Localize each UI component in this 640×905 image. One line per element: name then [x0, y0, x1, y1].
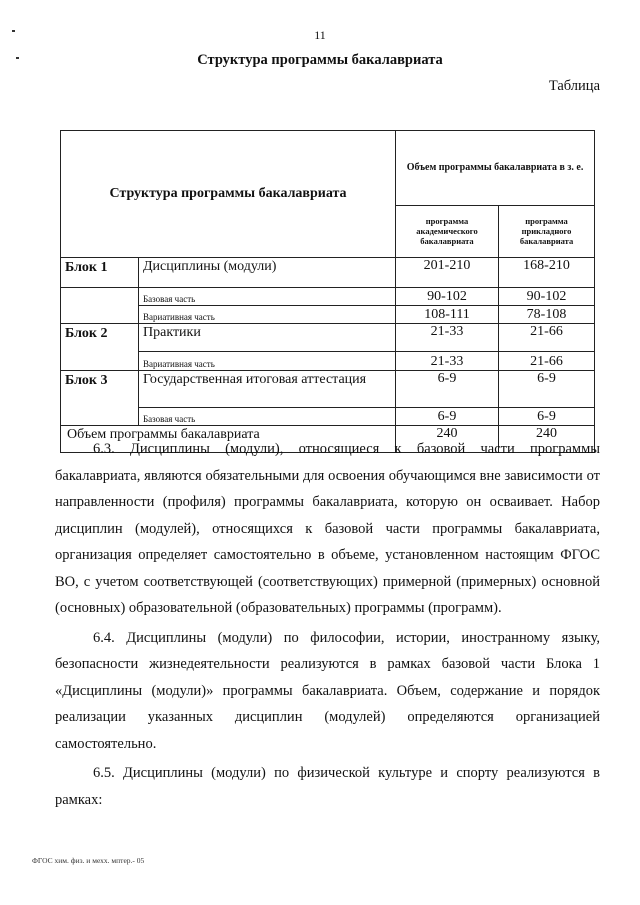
- footer-code: ФГОС хим. физ. и мехх. мптер.- 05: [32, 856, 145, 865]
- total-applied: 240: [499, 426, 595, 453]
- paragraph-6-4: 6.4. Дисциплины (модули) по философии, истории, иностранному языку, безопасности жизнедеятельности реализуются в рамках базовой части Блока 1 «Дисциплины (модули)» программы бакалавриата. Объем, содержание и порядок реализации указанных дисциплин (модулей) определяются организацией самостоятельно.: [55, 629, 600, 752]
- block1-var-applied: 78-108: [499, 306, 595, 324]
- block3-name: Государственная итоговая аттестация: [139, 371, 396, 408]
- block2-label: Блок 2: [61, 324, 139, 371]
- block1-applied: 168-210: [499, 258, 595, 288]
- body-text: [55, 436, 600, 816]
- block2-var-applied: 21-66: [499, 352, 595, 371]
- block3-base-name: Базовая часть: [139, 408, 396, 426]
- paragraph-6-3: 6.3. Дисциплины (модули), относящиеся к базовой части программы бакалавриата, являются обязательными для освоения обучающимся вне зависимости от направленности (профиля) программы бакалавриата, которую он осваивает. Набор дисциплин (модулей), относящихся к базовой части программы бакалавриата, организация определяет самостоятельно в объеме, установленном настоящим ФГОС ВО, с учетом соответствующей (соответствующих) примерной (примерных) основной (основных) образовательной (образовательных) программы (программ).: [55, 441, 600, 616]
- structure-table: [60, 130, 595, 453]
- header-volume: Объем программы бакалавриата в з. е.: [396, 131, 595, 206]
- block2-academic: 21-33: [396, 324, 499, 352]
- margin-mark-mid: [16, 57, 19, 59]
- block1-label: Блок 1: [61, 258, 139, 288]
- block1-empty-cell: [61, 288, 139, 324]
- block1-academic: 201-210: [396, 258, 499, 288]
- block3-applied: 6-9: [499, 371, 595, 408]
- block1-var-name: Вариативная часть: [139, 306, 396, 324]
- page-number: 11: [314, 28, 326, 42]
- block3-base-academic: 6-9: [396, 408, 499, 426]
- block1-base-name: Базовая часть: [139, 288, 396, 306]
- block1-base-academic: 90-102: [396, 288, 499, 306]
- block3-label: Блок 3: [61, 371, 139, 426]
- block3-academic: 6-9: [396, 371, 499, 408]
- block3-base-applied: 6-9: [499, 408, 595, 426]
- margin-mark-top: [12, 30, 15, 32]
- block2-var-academic: 21-33: [396, 352, 499, 371]
- block1-var-academic: 108-111: [396, 306, 499, 324]
- header-structure: Структура программы бакалавриата: [61, 131, 396, 258]
- block2-var-name: Вариативная часть: [139, 352, 396, 371]
- header-applied: программа прикладного бакалавриата: [499, 205, 595, 257]
- structure-table-wrap: [60, 130, 594, 453]
- total-label: Объем программы бакалавриата: [61, 426, 396, 453]
- block2-applied: 21-66: [499, 324, 595, 352]
- total-academic: 240: [396, 426, 499, 453]
- table-label: Таблица: [548, 78, 600, 94]
- page-title: Структура программы бакалавриата: [197, 52, 443, 68]
- block1-base-applied: 90-102: [499, 288, 595, 306]
- header-academic: программа академического бакалавриата: [396, 205, 499, 257]
- block1-name: Дисциплины (модули): [139, 258, 396, 288]
- block2-name: Практики: [139, 324, 396, 352]
- paragraph-6-5: 6.5. Дисциплины (модули) по физической культуре и спорту реализуются в рамках:: [55, 765, 600, 808]
